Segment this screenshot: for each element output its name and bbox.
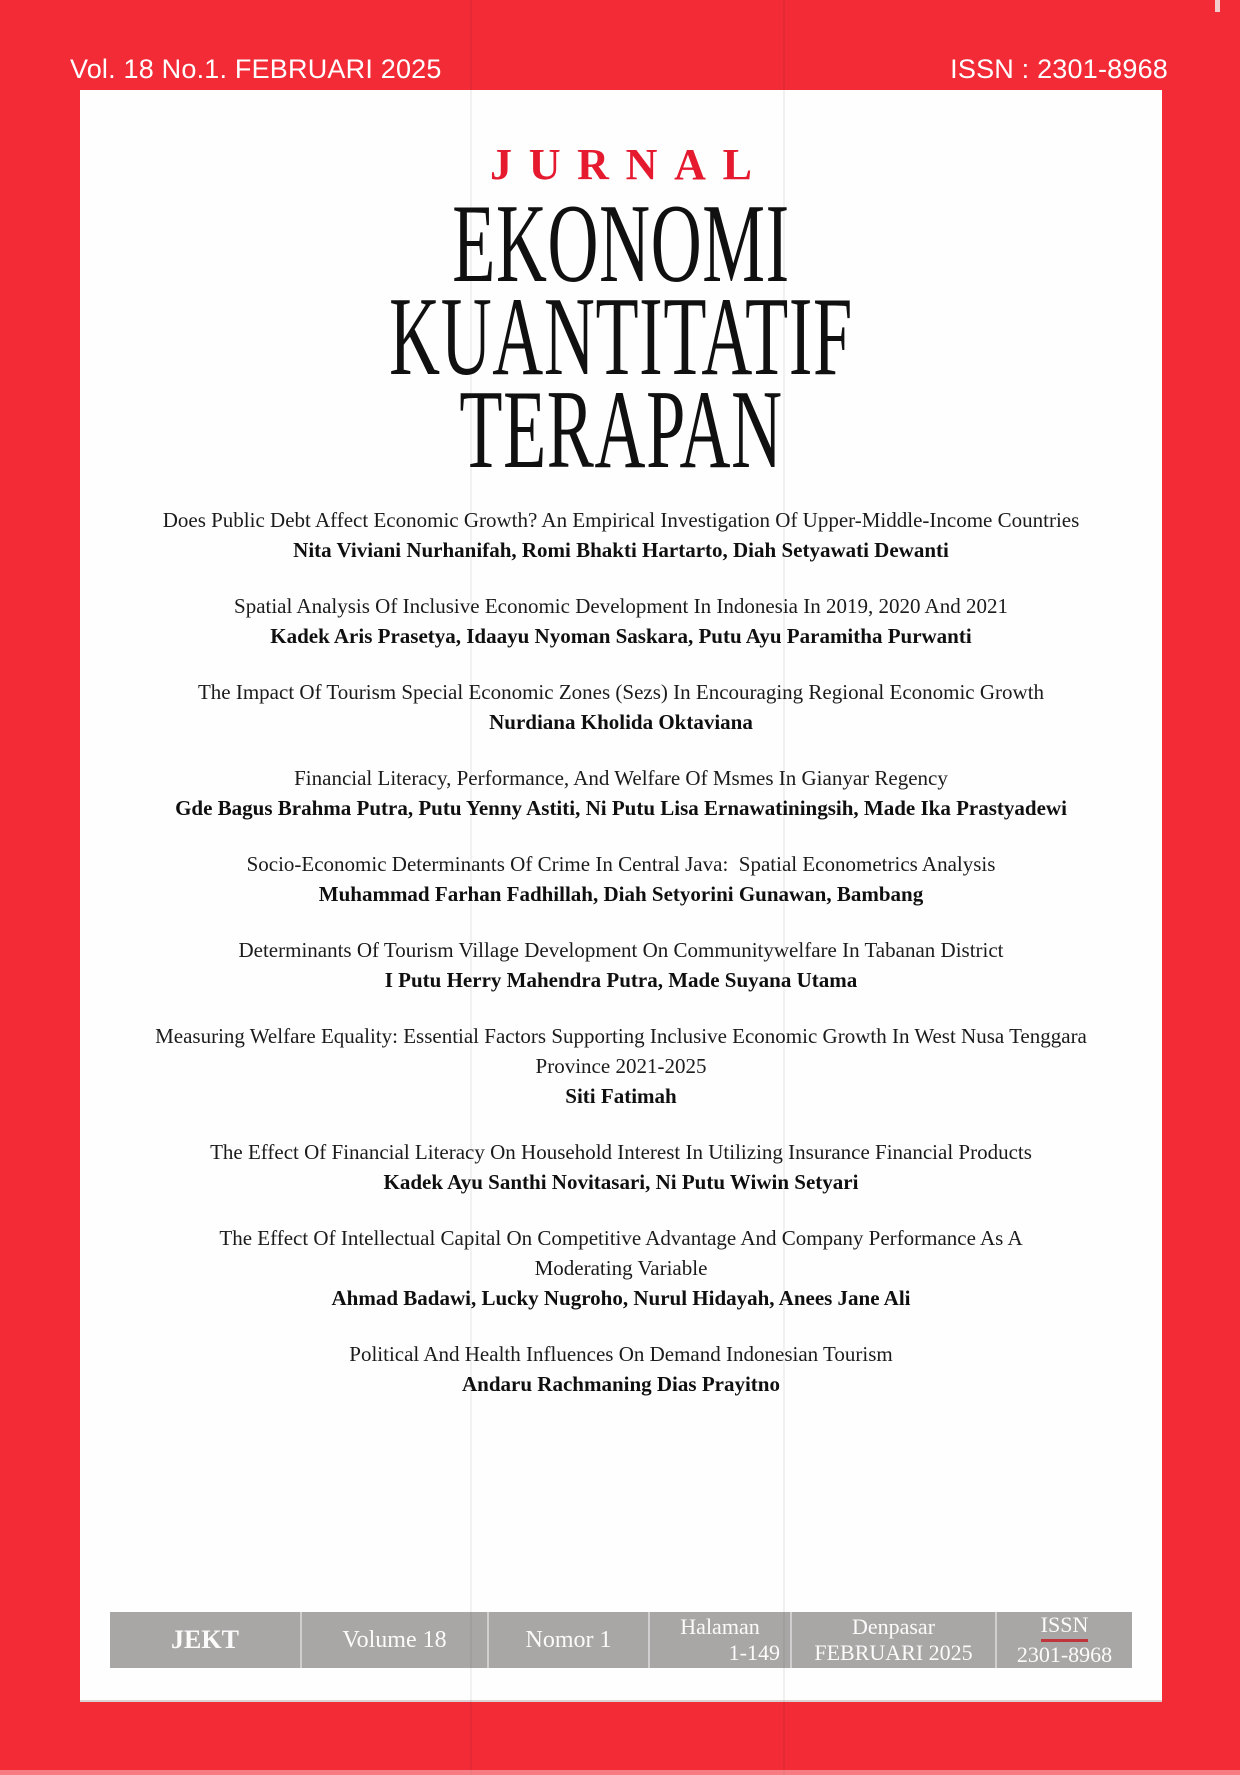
article-entry bbox=[104, 1223, 1138, 1313]
footer-journal-code bbox=[110, 1612, 300, 1668]
article-title: Moderating Variable bbox=[534, 1256, 708, 1280]
footer-number bbox=[487, 1612, 648, 1668]
journal-code-label: JEKT bbox=[171, 1625, 239, 1654]
journal-title-line: EKONOMI bbox=[452, 182, 790, 306]
pages-label: Halaman bbox=[680, 1614, 760, 1639]
scan-seam bbox=[470, 0, 472, 1775]
article-title: Political And Health Influences On Demand Indonesian Tourism bbox=[349, 1342, 893, 1366]
article-authors: Kadek Aris Prasetya, Idaayu Nyoman Saskara, Putu Ayu Paramitha Purwanti bbox=[270, 624, 972, 648]
article-title: Spatial Analysis Of Inclusive Economic Development In Indonesia In 2019, 2020 And 2021 bbox=[234, 594, 1008, 618]
scan-edge-highlight bbox=[0, 1770, 1240, 1775]
article-title: Determinants Of Tourism Village Development On Communitywelfare In Tabanan District bbox=[238, 938, 1004, 962]
article-entry bbox=[104, 849, 1138, 909]
issn-label: ISSN bbox=[997, 1612, 1132, 1642]
article-authors: Siti Fatimah bbox=[565, 1084, 677, 1108]
article-entry bbox=[104, 677, 1138, 737]
article-entry bbox=[104, 591, 1138, 651]
journal-title-line: TERAPAN bbox=[459, 368, 783, 492]
number-label: Nomor 1 bbox=[525, 1626, 612, 1653]
article-authors: Nurdiana Kholida Oktaviana bbox=[489, 710, 753, 734]
article-entry bbox=[104, 505, 1138, 565]
article-authors: Muhammad Farhan Fadhillah, Diah Setyorini Gunawan, Bambang bbox=[318, 882, 924, 906]
table-of-contents bbox=[104, 505, 1138, 1425]
scan-seam bbox=[783, 0, 785, 1775]
volume-issue-label: Vol. 18 No.1. FEBRUARI 2025 bbox=[70, 54, 442, 84]
article-title: The Effect Of Intellectual Capital On Competitive Advantage And Company Performance As A bbox=[219, 1226, 1023, 1250]
article-authors: Gde Bagus Brahma Putra, Putu Yenny Astiti, Ni Putu Lisa Ernawatiningsih, Made Ika Prastyadewi bbox=[175, 796, 1067, 820]
journal-title-line: KUANTITATIF bbox=[389, 275, 853, 399]
footer-issn bbox=[995, 1612, 1132, 1668]
footer-place-date bbox=[790, 1612, 995, 1668]
article-entry bbox=[104, 1021, 1138, 1111]
article-title: The Impact Of Tourism Special Economic Zones (Sezs) In Encouraging Regional Economic Growth bbox=[197, 680, 1045, 704]
issn-header-label: ISSN : 2301-8968 bbox=[950, 54, 1168, 84]
article-title: Province 2021-2025 bbox=[535, 1054, 707, 1078]
article-title: Financial Literacy, Performance, And Welfare Of Msmes In Gianyar Regency bbox=[294, 766, 948, 790]
article-authors: I Putu Herry Mahendra Putra, Made Suyana Utama bbox=[384, 968, 858, 992]
article-entry bbox=[104, 1137, 1138, 1197]
article-title: The Effect Of Financial Literacy On Household Interest In Utilizing Insurance Financial Products bbox=[210, 1140, 1032, 1164]
issn-value: 2301-8968 bbox=[1016, 1642, 1113, 1667]
volume-label: Volume 18 bbox=[342, 1626, 447, 1653]
article-title: Does Public Debt Affect Economic Growth? An Empirical Investigation Of Upper-Middle-Income Countries bbox=[162, 508, 1080, 532]
journal-kicker: JURNAL bbox=[489, 140, 769, 189]
article-title: Measuring Welfare Equality: Essential Factors Supporting Inclusive Economic Growth In West Nusa Tenggara bbox=[155, 1024, 1087, 1048]
footer-pages bbox=[648, 1612, 790, 1668]
footer-info-bar bbox=[110, 1612, 1132, 1668]
date-label: FEBRUARI 2025 bbox=[814, 1640, 973, 1665]
article-authors: Kadek Ayu Santhi Novitasari, Ni Putu Wiwin Setyari bbox=[383, 1170, 859, 1194]
city-label: Denpasar bbox=[851, 1614, 936, 1639]
scan-artifact bbox=[1215, 0, 1220, 12]
article-entry bbox=[104, 1339, 1138, 1399]
journal-title bbox=[80, 182, 1162, 492]
article-entry bbox=[104, 935, 1138, 995]
article-entry bbox=[104, 763, 1138, 823]
article-title: Socio-Economic Determinants Of Crime In Central Java: Spatial Econometrics Analysis bbox=[246, 852, 996, 876]
footer-volume bbox=[300, 1612, 487, 1668]
article-authors: Nita Viviani Nurhanifah, Romi Bhakti Hartarto, Diah Setyawati Dewanti bbox=[293, 538, 949, 562]
cover-sheet bbox=[80, 90, 1162, 1702]
article-authors: Ahmad Badawi, Lucky Nugroho, Nurul Hidayah, Anees Jane Ali bbox=[331, 1286, 911, 1310]
top-band bbox=[70, 54, 1168, 85]
masthead bbox=[80, 90, 1162, 492]
article-authors: Andaru Rachmaning Dias Prayitno bbox=[462, 1372, 780, 1396]
pages-value: 1-149 bbox=[728, 1640, 780, 1665]
